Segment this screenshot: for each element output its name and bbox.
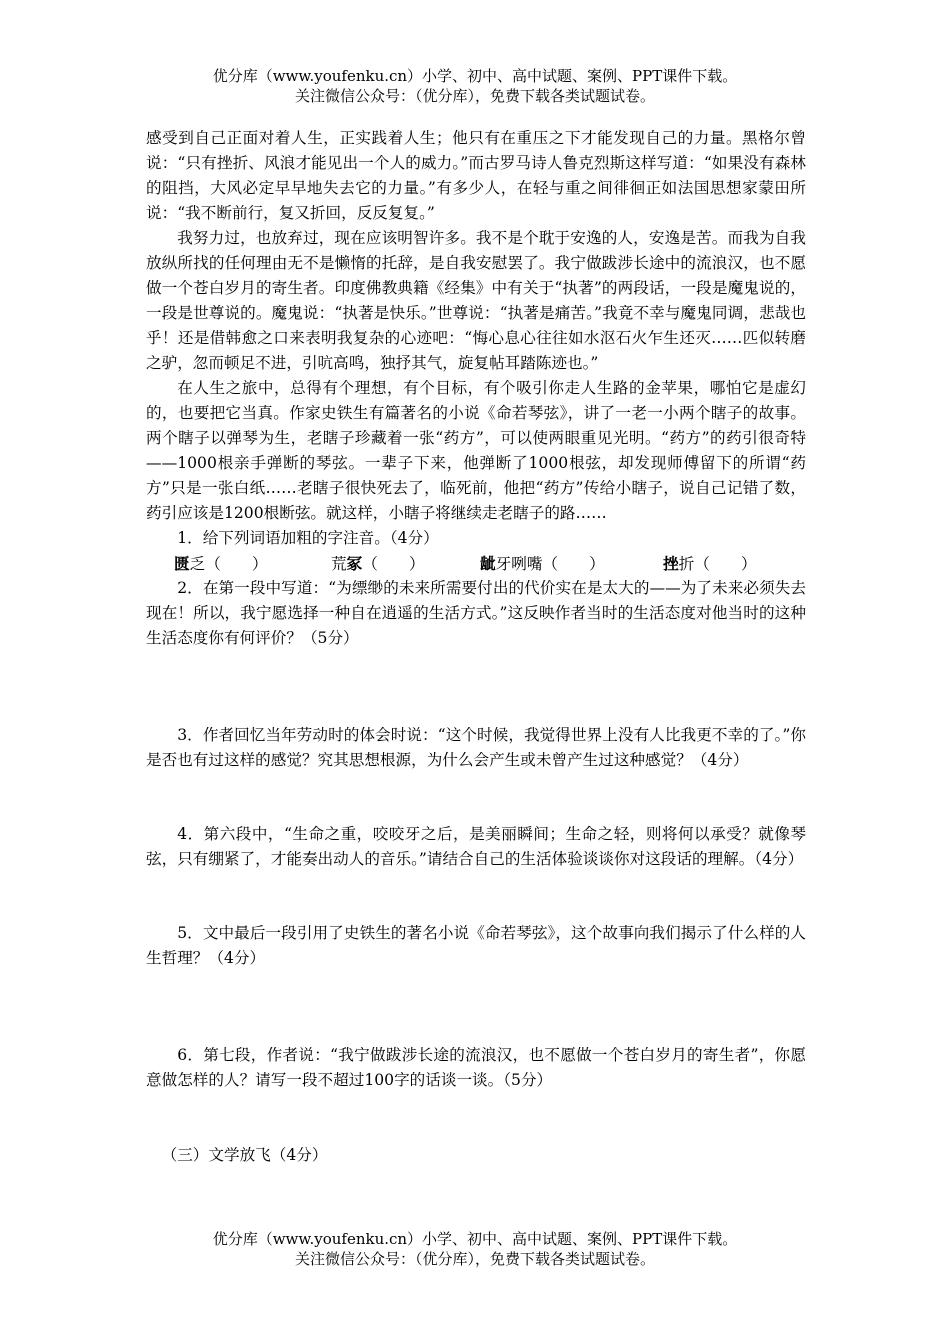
- pron-rest: 牙咧嘴（ ）: [495, 555, 605, 573]
- pron-rest: 荒: [331, 555, 347, 573]
- answer-space: [146, 773, 806, 822]
- page-header: [0, 66, 950, 106]
- section-heading: （三）文学放飞（4分）: [161, 1146, 328, 1164]
- pron-bold-char: 挫: [663, 554, 679, 573]
- passage-paragraph-1: 感受到自己正面对着人生，正实践着人生；他只有在重压之下才能发现自己的力量。黑格尔曾说：“只有挫折、风浪才能见出一个人的威力。”而古罗马诗人鲁克烈斯这样写道：“如果没有森林的阻挡，大风必定早早地失去它的力量。”有多少人，在轻与重之间徘徊正如法国思想家蒙田所说：“我不断前行，复又折回，反反复复。”: [146, 129, 806, 222]
- pron-item-1: [174, 551, 268, 577]
- pron-item-3: [480, 551, 605, 577]
- answer-space: [146, 651, 806, 723]
- question-6: 6．第七段，作者说：“我宁做跋涉长途的流浪汉，也不愿做一个苍白岁月的寄生者”，你愿意做怎样的人？请写一段不超过100字的话谈一谈。（5分）: [146, 1046, 806, 1089]
- passage-paragraph-2: 我努力过，也放弃过，现在应该明智许多。我不是个耽于安逸的人，安逸是苦。而我为自我放纵所找的任何理由无不是懒惰的托辞，是自我安慰罢了。我宁做跋涉长途中的流浪汉，也不愿做一个苍白岁月的寄生者。印度佛教典籍《经集》中有关于“执著”的两段话，一段是魔鬼说的，一段是世尊说的。魔鬼说：“执著是快乐。”世尊说：“执著是痛苦。”我竟不幸与魔鬼同调，悲哉也乎！还是借韩愈之口来表明我复杂的心迹吧：“悔心息心往往如水沤石火乍生还灭……匹似转磨之驴，忽而顿足不进，引吭高鸣，独抒其气，旋复帖耳踏陈迹也。”: [146, 229, 806, 372]
- question-1: 1．给下列词语加粗的字注音。（4分）: [177, 529, 439, 547]
- pron-item-2: [331, 551, 425, 577]
- question-5: 5．文中最后一段引用了史铁生的著名小说《命若琴弦》，这个故事向我们揭示了什么样的人生哲理？（4分）: [146, 924, 806, 967]
- header-line-1: 优分库（www.youfenku.cn）小学、初中、高中试题、案例、PPT课件下载。: [212, 67, 738, 85]
- header-line-2: 关注微信公众号：（优分库），免费下载各类试题试卷。: [294, 87, 655, 105]
- pron-bold-char: 冢: [346, 554, 363, 573]
- page-footer: [0, 1229, 950, 1269]
- pron-rest: 乏（ ）: [189, 555, 268, 573]
- pron-item-4: [663, 551, 757, 577]
- document-body: [146, 126, 806, 1168]
- footer-line-2: 关注微信公众号：（优分库），免费下载各类试题试卷。: [294, 1250, 655, 1268]
- pronunciation-row: [146, 551, 806, 576]
- pron-rest: 折（ ）: [678, 555, 757, 573]
- answer-space: [146, 872, 806, 921]
- passage-paragraph-3: 在人生之旅中，总得有个理想，有个目标，有个吸引你走人生路的金苹果，哪怕它是虚幻的，也要把它当真。作家史铁生有篇著名的小说《命若琴弦》，讲了一老一小两个瞎子的故事。两个瞎子以弹琴为生，老瞎子珍藏着一张“药方”，可以使两眼重见光明。“药方”的药引很奇特——1000根亲手弹断的琴弦。一辈子下来，他弹断了1000根弦，却发现师傅留下的所谓“药方”只是一张白纸……老瞎子很快死去了，临死前，他把“药方”传给小瞎子，说自己记错了数，药引应该是1200根断弦。就这样，小瞎子将继续走老瞎子的路……: [146, 379, 806, 522]
- pron-bold-char: 龇: [480, 554, 496, 573]
- question-3: 3．作者回忆当年劳动时的体会时说：“这个时候，我觉得世界上没有人比我更不幸的了。”你是否也有过这样的感觉？究其思想根源，为什么会产生或未曾产生过这种感觉？（4分）: [146, 726, 806, 769]
- pron-bold-char: 匮: [174, 554, 190, 573]
- answer-space: [146, 1093, 806, 1143]
- footer-line-1: 优分库（www.youfenku.cn）小学、初中、高中试题、案例、PPT课件下载。: [212, 1230, 738, 1248]
- question-2: 2．在第一段中写道：“为缥缈的未来所需要付出的代价实在是太大的——为了未来必须失去现在！所以，我宁愿选择一种自在逍遥的生活方式。”这反映作者当时的生活态度对他当时的这种生活态度你有何评价？（5分）: [146, 579, 806, 647]
- answer-space: [146, 971, 806, 1043]
- pron-rest: （ ）: [362, 555, 425, 573]
- question-4: 4．第六段中，“生命之重，咬咬牙之后，是美丽瞬间；生命之轻，则将何以承受？就像琴弦，只有绷紧了，才能奏出动人的音乐。”请结合自己的生活体验谈谈你对这段话的理解。（4分）: [146, 825, 806, 868]
